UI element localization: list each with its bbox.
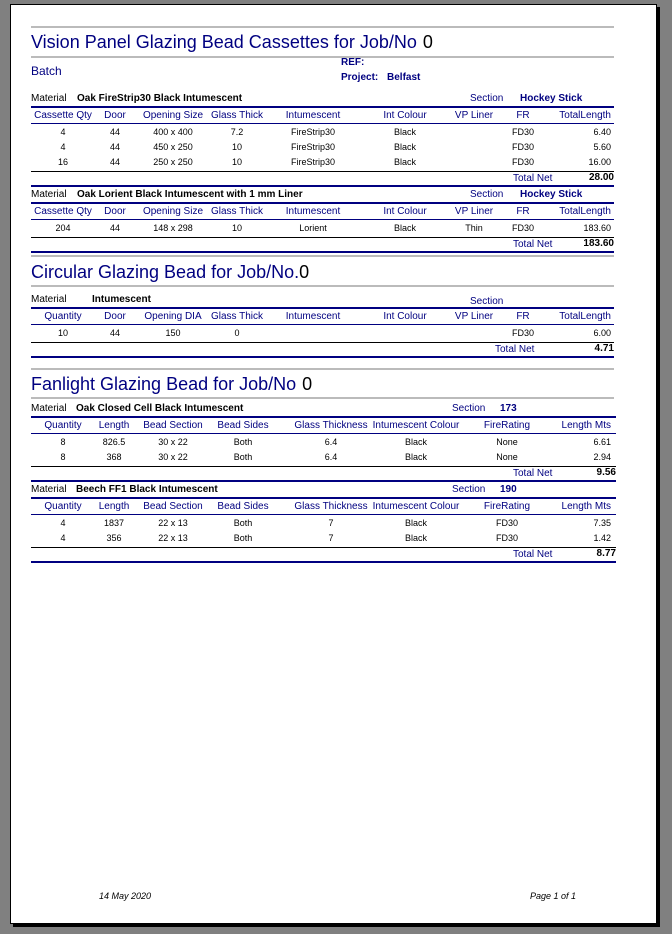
- footer-date: 14 May 2020: [99, 891, 152, 901]
- total-net-label: Total Net: [513, 549, 553, 560]
- header-underline: [31, 219, 614, 220]
- section-value: 173: [500, 403, 517, 414]
- column-header: Intumescent: [285, 311, 341, 322]
- table-cell: 183.60: [583, 223, 611, 233]
- section-label: Section: [452, 403, 486, 414]
- table-cell: 44: [109, 223, 120, 233]
- table-cell: Lorient: [299, 223, 327, 233]
- column-header: Door: [104, 311, 126, 322]
- column-header: Door: [104, 110, 126, 121]
- material-label: Material: [31, 189, 67, 200]
- table-cell: 16: [57, 157, 68, 167]
- material-underline: [31, 497, 616, 499]
- header-underline: [31, 324, 614, 325]
- column-header: Cassette Qty: [34, 206, 92, 217]
- table-cell: FireStrip30: [290, 157, 335, 167]
- table-cell: FD30: [511, 328, 534, 338]
- table-cell: 368: [106, 452, 122, 462]
- column-header: Bead Sides: [217, 501, 269, 512]
- table-cell: 22 x 13: [158, 518, 188, 528]
- table-cell: 6.61: [593, 437, 611, 447]
- material-underline: [31, 106, 614, 108]
- total-net-value: 28.00: [588, 172, 614, 183]
- column-header: Length Mts: [561, 420, 611, 431]
- table-cell: 10: [231, 142, 242, 152]
- table-cell: 2.94: [593, 452, 611, 462]
- total-net-label: Total Net: [495, 344, 535, 355]
- column-header: Length Mts: [561, 501, 611, 512]
- circular-title: [31, 262, 309, 283]
- table-cell: 7: [328, 533, 334, 543]
- header-underline: [31, 514, 616, 515]
- table-cell: Both: [233, 437, 253, 447]
- table-cell: 150: [165, 328, 181, 338]
- total-line: [31, 466, 616, 467]
- group-bottom-rule: [31, 480, 616, 482]
- table-cell: FD30: [495, 533, 518, 543]
- fanlight-title: [31, 374, 312, 395]
- footer-page-number: Page 1 of 1: [530, 891, 577, 901]
- total-net-value: 8.77: [596, 548, 616, 559]
- column-header: FR: [516, 206, 530, 217]
- table-cell: Black: [393, 223, 416, 233]
- header-underline: [31, 123, 614, 124]
- column-header: Bead Section: [143, 501, 203, 512]
- column-header: Glass Thick: [210, 206, 264, 217]
- table-cell: 4: [60, 518, 66, 528]
- table-cell: 30 x 22: [158, 452, 188, 462]
- table-cell: 10: [231, 157, 242, 167]
- group-bottom-rule: [31, 185, 614, 187]
- column-header: Int Colour: [383, 311, 427, 322]
- column-header: Opening Size: [142, 206, 204, 217]
- vision-title: [31, 32, 433, 53]
- table-cell: 8: [60, 437, 66, 447]
- column-header: Intumescent: [285, 110, 341, 121]
- table-cell: 204: [55, 223, 71, 233]
- ref-label: REF:: [341, 57, 365, 68]
- total-line: [31, 547, 616, 548]
- project-value: Belfast: [387, 72, 421, 83]
- fanlight-title-text: Fanlight Glazing Bead for Job/No: [31, 374, 297, 394]
- column-header: Intumescent Colour: [372, 420, 460, 431]
- column-header: TotalLength: [559, 206, 611, 217]
- column-header: FireRating: [483, 420, 531, 431]
- table-cell: 4: [60, 533, 66, 543]
- material-underline: [31, 202, 614, 204]
- table-cell: 7: [328, 518, 334, 528]
- group-bottom-rule: [31, 561, 616, 563]
- table-cell: 22 x 13: [158, 533, 188, 543]
- table-cell: Black: [393, 127, 416, 137]
- total-line: [31, 171, 614, 172]
- column-header: Intumescent: [285, 206, 341, 217]
- vision-title-text: Vision Panel Glazing Bead Cassettes for Job/No: [31, 32, 417, 52]
- section-label: Section: [470, 93, 504, 104]
- table-cell: 1.42: [593, 533, 611, 543]
- column-header: Door: [104, 206, 126, 217]
- group-bottom-rule: [31, 251, 614, 253]
- table-cell: Black: [404, 518, 427, 528]
- column-header: Length: [98, 501, 130, 512]
- table-cell: Black: [404, 452, 427, 462]
- section-label: Section: [470, 296, 504, 307]
- table-cell: 1837: [103, 518, 125, 528]
- table-cell: 148 x 298: [153, 223, 193, 233]
- column-header: Bead Section: [143, 420, 203, 431]
- column-header: Glass Thick: [210, 311, 264, 322]
- material-value: Beech FF1 Black Intumescent: [76, 484, 218, 495]
- total-net-value: 9.56: [596, 467, 616, 478]
- table-cell: Black: [404, 437, 427, 447]
- table-cell: 44: [109, 328, 120, 338]
- header-underline: [31, 433, 616, 434]
- table-cell: 6.40: [593, 127, 611, 137]
- table-cell: None: [496, 437, 518, 447]
- table-cell: Both: [233, 533, 253, 543]
- material-label: Material: [31, 484, 67, 495]
- circular-job-no: 0: [299, 262, 310, 282]
- table-cell: FireStrip30: [290, 142, 335, 152]
- section-label: Section: [452, 484, 486, 495]
- table-cell: Thin: [465, 223, 483, 233]
- column-header: FR: [516, 311, 530, 322]
- section-value: Hockey Stick: [520, 93, 583, 104]
- fanlight-job-no: 0: [302, 374, 313, 394]
- fanlight-title-divider: [31, 397, 614, 399]
- column-header: Bead Sides: [217, 420, 269, 431]
- column-header: TotalLength: [559, 110, 611, 121]
- table-cell: 250 x 250: [153, 157, 193, 167]
- total-line: [31, 342, 614, 343]
- column-header: Quantity: [44, 501, 82, 512]
- column-header: Opening Size: [142, 110, 204, 121]
- table-cell: 44: [109, 142, 120, 152]
- table-cell: 7.2: [230, 127, 244, 137]
- total-net-label: Total Net: [513, 173, 553, 184]
- table-cell: 4: [60, 142, 66, 152]
- table-cell: 16.00: [588, 157, 611, 167]
- table-cell: 0: [234, 328, 240, 338]
- material-label: Material: [31, 294, 67, 305]
- column-header: Quantity: [44, 311, 82, 322]
- total-net-label: Total Net: [513, 468, 553, 479]
- material-value: Oak Closed Cell Black Intumescent: [76, 403, 244, 414]
- table-cell: FD30: [511, 223, 534, 233]
- top-divider: [31, 26, 614, 28]
- table-cell: FireStrip30: [290, 127, 335, 137]
- material-label: Material: [31, 403, 67, 414]
- total-net-label: Total Net: [513, 239, 553, 250]
- column-header: FR: [516, 110, 530, 121]
- table-cell: 400 x 400: [153, 127, 193, 137]
- table-cell: 356: [106, 533, 122, 543]
- total-net-value: 183.60: [583, 238, 614, 249]
- table-cell: 44: [109, 157, 120, 167]
- material-underline: [31, 416, 616, 418]
- column-header: Glass Thick: [210, 110, 264, 121]
- table-cell: None: [496, 452, 518, 462]
- circular-title-text: Circular Glazing Bead for Job/No.: [31, 262, 300, 282]
- table-cell: Both: [233, 452, 253, 462]
- table-cell: Black: [393, 157, 416, 167]
- circular-top-divider: [31, 255, 614, 257]
- table-cell: 30 x 22: [158, 437, 188, 447]
- table-cell: 826.5: [102, 437, 126, 447]
- table-cell: 7.35: [593, 518, 611, 528]
- table-cell: 44: [109, 127, 120, 137]
- vision-title-divider: [31, 56, 614, 58]
- total-line: [31, 237, 614, 238]
- table-cell: 5.60: [593, 142, 611, 152]
- column-header: Intumescent Colour: [372, 501, 460, 512]
- circular-title-divider: [31, 285, 614, 287]
- column-header: FireRating: [483, 501, 531, 512]
- table-cell: Both: [233, 518, 253, 528]
- column-header: VP Liner: [454, 206, 494, 217]
- material-value: Oak FireStrip30 Black Intumescent: [77, 93, 243, 104]
- table-cell: FD30: [511, 157, 534, 167]
- table-cell: FD30: [511, 127, 534, 137]
- column-header: Opening DIA: [144, 311, 202, 322]
- table-cell: 4: [60, 127, 66, 137]
- material-value: Oak Lorient Black Intumescent with 1 mm Liner: [77, 189, 303, 200]
- vision-job-no: 0: [422, 32, 433, 52]
- batch-label: Batch: [31, 64, 62, 78]
- section-value: 190: [500, 484, 517, 495]
- table-cell: 450 x 250: [153, 142, 193, 152]
- column-header: Glass Thickness: [294, 501, 368, 512]
- table-cell: 6.4: [324, 452, 338, 462]
- table-cell: 6.00: [593, 328, 611, 338]
- table-cell: 10: [231, 223, 242, 233]
- column-header: VP Liner: [454, 311, 494, 322]
- material-value: Intumescent: [92, 294, 151, 305]
- column-header: Quantity: [44, 420, 82, 431]
- section-value: Hockey Stick: [520, 189, 583, 200]
- material-label: Material: [31, 93, 67, 104]
- report-page: [10, 4, 657, 924]
- column-header: Int Colour: [383, 110, 427, 121]
- table-cell: FD30: [495, 518, 518, 528]
- column-header: TotalLength: [559, 311, 611, 322]
- table-cell: 8: [60, 452, 66, 462]
- column-header: Cassette Qty: [34, 110, 92, 121]
- table-cell: FD30: [511, 142, 534, 152]
- column-header: Int Colour: [383, 206, 427, 217]
- fanlight-top-divider: [31, 368, 614, 370]
- table-cell: Black: [393, 142, 416, 152]
- total-net-value: 4.71: [594, 343, 614, 354]
- column-header: Length: [98, 420, 130, 431]
- project-label: Project:: [341, 72, 379, 83]
- table-cell: 10: [57, 328, 68, 338]
- table-cell: Black: [404, 533, 427, 543]
- section-label: Section: [470, 189, 504, 200]
- column-header: VP Liner: [454, 110, 494, 121]
- material-underline: [31, 307, 614, 309]
- table-cell: 6.4: [324, 437, 338, 447]
- group-bottom-rule: [31, 356, 614, 358]
- column-header: Glass Thickness: [294, 420, 368, 431]
